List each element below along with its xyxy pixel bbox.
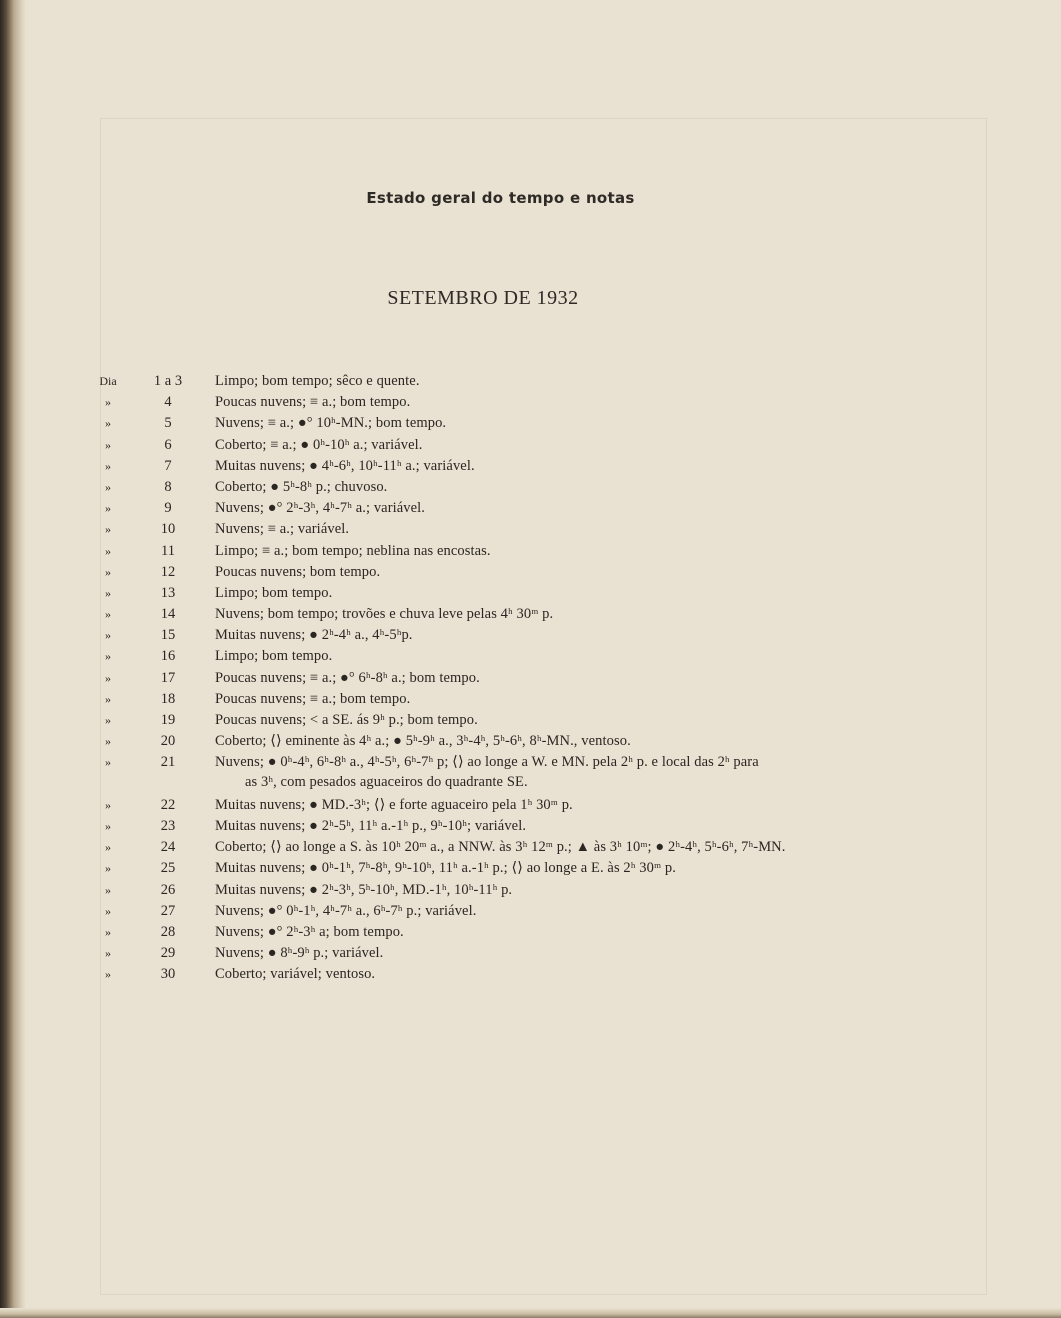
weather-note	[215, 964, 880, 984]
log-row	[0, 519, 1061, 540]
dia-marker: »	[105, 564, 111, 579]
day-number: 1 a 3	[153, 373, 183, 389]
dia-marker: »	[105, 437, 111, 452]
weather-note	[215, 477, 880, 497]
day-number: 19	[160, 712, 176, 728]
weather-note-text: Muitas nuvens; ● 2ʰ-5ʰ, 11ʰ a.-1ʰ p., 9ʰ-10ʰ; variável.	[215, 817, 527, 834]
weather-note	[215, 752, 880, 792]
day-number: 13	[160, 584, 176, 601]
page-heading	[0, 189, 971, 207]
day-number: 27	[160, 902, 176, 919]
day-number: 25	[160, 860, 176, 877]
day-number: 26	[160, 881, 176, 898]
weather-note	[215, 456, 880, 476]
dia-marker: »	[105, 818, 111, 833]
dia-marker: »	[105, 395, 111, 410]
weather-note	[215, 689, 880, 709]
log-row	[0, 901, 1061, 922]
day-number: 21	[160, 754, 176, 771]
weather-note-text: Muitas nuvens; ● 2ʰ-4ʰ a., 4ʰ-5ʰp.	[215, 627, 413, 644]
dia-marker: »	[105, 903, 111, 918]
weather-note-text: Coberto; ≡ a.; ● 0ʰ-10ʰ a.; variável.	[215, 436, 423, 453]
day-number: 18	[160, 690, 176, 707]
weather-note-text: Nuvens; ●° 0ʰ-1ʰ, 4ʰ-7ʰ a., 6ʰ-7ʰ p.; variável.	[215, 902, 477, 919]
weather-note-continuation: as 3ʰ, com pesados aguaceiros do quadrante SE.	[245, 774, 528, 791]
weather-note-text: Nuvens; ≡ a.; ●° 10ʰ-MN.; bom tempo.	[215, 415, 447, 432]
day-number: 10	[160, 521, 176, 538]
weather-note	[215, 901, 880, 921]
day-number: 14	[160, 606, 176, 623]
day-number: 20	[160, 733, 176, 750]
day-number: 22	[160, 796, 176, 813]
day-number: 15	[160, 627, 176, 644]
weather-note-text: Nuvens; ● 8ʰ-9ʰ p.; variável.	[215, 945, 384, 962]
log-row	[0, 795, 1061, 816]
weather-note	[215, 604, 880, 624]
log-row	[0, 816, 1061, 837]
day-number: 8	[164, 478, 172, 495]
log-row	[0, 943, 1061, 964]
log-row	[0, 562, 1061, 583]
day-number: 4	[164, 394, 172, 411]
log-row	[0, 625, 1061, 646]
weather-note	[215, 710, 880, 730]
day-number: 11	[161, 542, 175, 559]
weather-note	[215, 646, 880, 666]
dia-marker: »	[105, 882, 111, 897]
weather-note	[215, 837, 880, 857]
log-row	[0, 964, 1061, 985]
weather-note	[215, 498, 880, 518]
weather-note-text: Muitas nuvens; ● 0ʰ-1ʰ, 7ʰ-8ʰ, 9ʰ-10ʰ, 11ʰ a.-1ʰ p.; ⟨⟩ ao longe a E. às 2ʰ 30ᵐ p.	[215, 860, 676, 877]
weather-note	[215, 625, 880, 645]
weather-note-text: Nuvens; ≡ a.; variável.	[215, 521, 350, 538]
dia-marker: »	[105, 522, 111, 537]
weather-note-text: Poucas nuvens; ≡ a.; bom tempo.	[215, 690, 411, 707]
log-row	[0, 689, 1061, 710]
log-row	[0, 752, 1061, 794]
dia-marker: »	[105, 713, 111, 727]
weather-note	[215, 583, 880, 603]
weather-note-text: Coberto; ⟨⟩ eminente às 4ʰ a.; ● 5ʰ-9ʰ a., 3ʰ-4ʰ, 5ʰ-6ʰ, 8ʰ-MN., ventoso.	[215, 733, 631, 750]
weather-note-text: Coberto; ⟨⟩ ao longe a S. às 10ʰ 20ᵐ a., a NNW. às 3ʰ 12ᵐ p.; ▲ às 3ʰ 10ᵐ; ● 2ʰ-4ʰ, 5ʰ-6ʰ, 7ʰ-MN.	[215, 839, 786, 856]
log-row	[0, 413, 1061, 434]
log-row	[0, 604, 1061, 625]
weather-note	[215, 413, 880, 433]
month-title	[0, 287, 1061, 310]
dia-marker: »	[105, 607, 111, 622]
weather-note	[215, 435, 880, 455]
dia-marker: »	[105, 755, 111, 770]
log-row	[0, 880, 1061, 901]
weather-note	[215, 943, 880, 963]
dia-marker: »	[105, 861, 111, 876]
dia-marker: »	[105, 797, 111, 812]
weather-note-text: Nuvens; bom tempo; trovões e chuva leve pelas 4ʰ 30ᵐ p.	[215, 606, 554, 623]
day-number: 12	[160, 563, 176, 580]
dia-marker: »	[105, 734, 111, 749]
log-row	[0, 858, 1061, 879]
dia-marker: »	[105, 670, 111, 685]
dia-marker: »	[105, 585, 111, 600]
day-number: 16	[160, 648, 176, 665]
dia-marker: »	[105, 946, 111, 961]
dia-marker: »	[105, 924, 111, 939]
weather-note-text: Poucas nuvens; bom tempo.	[215, 563, 381, 580]
dia-marker: »	[105, 501, 111, 516]
log-row	[0, 583, 1061, 604]
weather-note	[215, 880, 880, 900]
log-row	[0, 837, 1061, 858]
weather-note-text: Poucas nuvens; ≡ a.; bom tempo.	[215, 394, 411, 411]
weather-note-text: Limpo; bom tempo; sêco e quente.	[215, 373, 420, 389]
weather-note	[215, 858, 880, 878]
weather-note-text: Nuvens; ●° 2ʰ-3ʰ a; bom tempo.	[215, 923, 404, 940]
log-row	[0, 922, 1061, 943]
weather-note-text: Coberto; variável; ventoso.	[215, 966, 376, 983]
weather-note	[215, 541, 880, 561]
weather-note	[215, 731, 880, 751]
dia-marker: »	[105, 416, 111, 431]
log-row	[0, 731, 1061, 752]
page-bottom-edge	[0, 1308, 1061, 1318]
weather-note	[215, 371, 880, 391]
weather-note-text: Muitas nuvens; ● 2ʰ-3ʰ, 5ʰ-10ʰ, MD.-1ʰ, 10ʰ-11ʰ p.	[215, 881, 513, 898]
log-row	[0, 498, 1061, 519]
weather-note	[215, 392, 880, 412]
log-row	[0, 668, 1061, 689]
weather-log	[0, 371, 1061, 985]
weather-note	[215, 562, 880, 582]
weather-note	[215, 816, 880, 836]
day-number: 6	[164, 436, 172, 453]
weather-note	[215, 668, 880, 688]
day-number: 24	[160, 839, 176, 856]
day-number: 28	[160, 923, 176, 940]
log-row	[0, 477, 1061, 498]
log-row	[0, 456, 1061, 477]
weather-note-text: Limpo; ≡ a.; bom tempo; neblina nas encostas.	[215, 542, 491, 559]
weather-note-text: Nuvens; ●° 2ʰ-3ʰ, 4ʰ-7ʰ a.; variável.	[215, 500, 426, 517]
day-number: 5	[164, 415, 172, 432]
weather-note-text: Limpo; bom tempo.	[215, 648, 333, 665]
weather-note	[215, 795, 880, 815]
weather-note-text: Muitas nuvens; ● MD.-3ʰ; ⟨⟩ e forte aguaceiro pela 1ʰ 30ᵐ p.	[215, 796, 573, 813]
weather-note-text: Nuvens; ● 0ʰ-4ʰ, 6ʰ-8ʰ a., 4ʰ-5ʰ, 6ʰ-7ʰ p; ⟨⟩ ao longe a W. e MN. pela 2ʰ p. e local das 2ʰ para	[215, 754, 759, 771]
weather-note-text: Limpo; bom tempo.	[215, 584, 333, 601]
weather-note	[215, 922, 880, 942]
heading-text: Estado geral do tempo e notas	[366, 189, 635, 207]
weather-note-text: Poucas nuvens; < a SE. ás 9ʰ p.; bom tempo.	[215, 712, 478, 728]
dia-marker: »	[105, 543, 111, 558]
weather-note	[215, 519, 880, 539]
dia-marker: »	[105, 479, 111, 494]
weather-note-text: Muitas nuvens; ● 4ʰ-6ʰ, 10ʰ-11ʰ a.; variável.	[215, 457, 475, 474]
log-row	[0, 646, 1061, 667]
dia-marker: »	[105, 649, 111, 664]
weather-note-text: Poucas nuvens; ≡ a.; ●° 6ʰ-8ʰ a.; bom tempo.	[215, 669, 480, 686]
log-row	[0, 371, 1061, 392]
dia-marker: Dia	[99, 374, 117, 388]
weather-note-text: Coberto; ● 5ʰ-8ʰ p.; chuvoso.	[215, 478, 388, 495]
day-number: 9	[164, 500, 172, 517]
log-row	[0, 710, 1061, 731]
dia-marker: »	[105, 628, 111, 643]
log-row	[0, 435, 1061, 456]
dia-marker: »	[105, 691, 111, 706]
day-number: 7	[164, 457, 172, 474]
day-number: 23	[160, 817, 176, 834]
dia-marker: »	[105, 967, 111, 982]
month-title-text: SETEMBRO DE 1932	[387, 287, 579, 309]
log-row	[0, 392, 1061, 413]
day-number: 30	[160, 966, 176, 983]
dia-marker: »	[105, 840, 111, 855]
day-number: 29	[160, 945, 176, 962]
day-number: 17	[160, 669, 176, 686]
dia-marker: »	[105, 458, 111, 473]
log-row	[0, 541, 1061, 562]
